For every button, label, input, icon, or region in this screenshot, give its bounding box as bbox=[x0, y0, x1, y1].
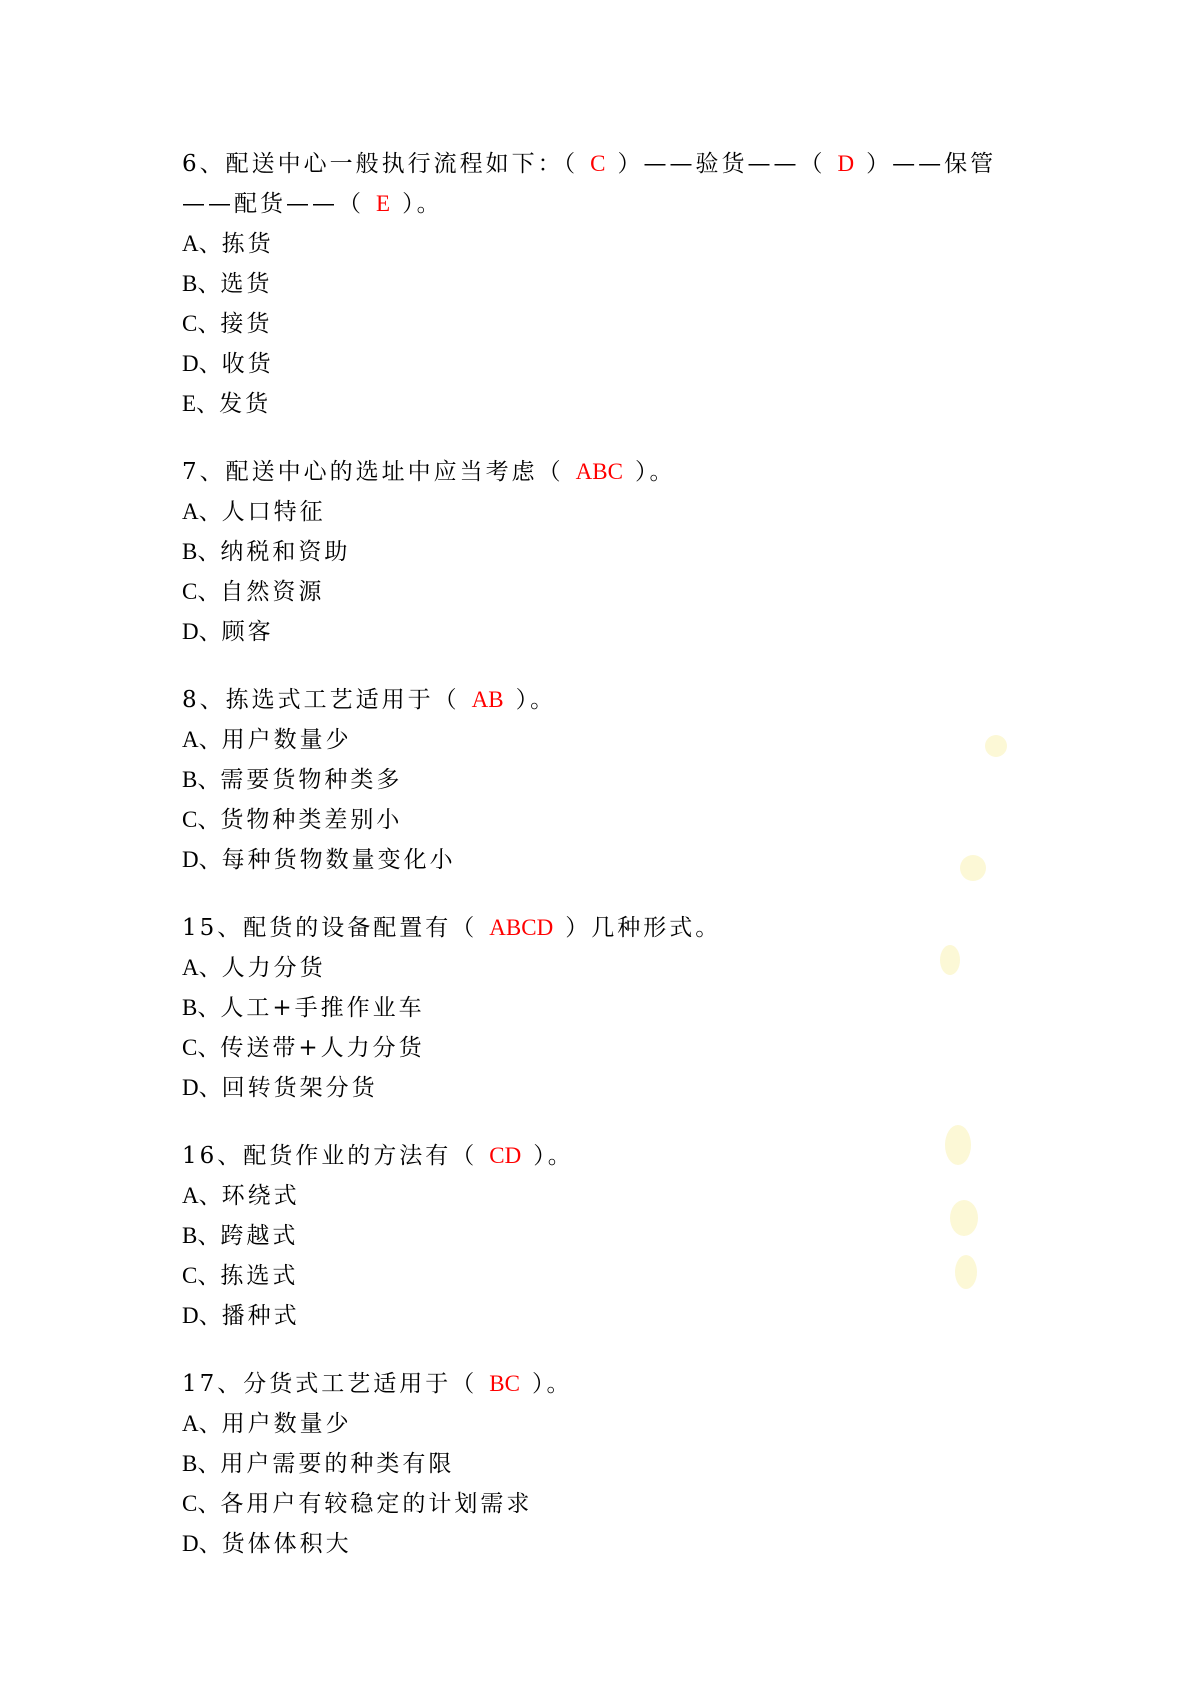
option-item bbox=[182, 304, 1022, 344]
question-list bbox=[182, 144, 1022, 1592]
option-text: 收货 bbox=[221, 351, 274, 377]
option-item bbox=[182, 572, 1022, 612]
option-text: 需要货物种类多 bbox=[220, 767, 403, 793]
option-item bbox=[182, 760, 1022, 800]
option-letter: D、 bbox=[182, 1531, 222, 1556]
option-item bbox=[182, 1028, 1022, 1068]
stem-text: ）几种形式。 bbox=[565, 915, 722, 941]
stem-text: ）。 bbox=[531, 1371, 573, 1397]
option-text: 人工+手推作业车 bbox=[220, 995, 425, 1021]
option-letter: B、 bbox=[182, 539, 221, 564]
option-item bbox=[182, 1404, 1022, 1444]
option-letter: C、 bbox=[182, 1035, 221, 1060]
stem-text: 15、配货的设备配置有（ bbox=[182, 915, 478, 941]
option-letter: D、 bbox=[182, 847, 222, 872]
option-item bbox=[182, 224, 1022, 264]
question-block bbox=[182, 144, 1022, 424]
answer-text: C bbox=[590, 151, 606, 176]
option-letter: C、 bbox=[182, 807, 221, 832]
option-letter: D、 bbox=[182, 351, 222, 376]
stem-text: ）——验货——（ bbox=[617, 151, 826, 177]
answer-text: AB bbox=[471, 687, 504, 712]
option-text: 用户数量少 bbox=[221, 727, 352, 753]
option-letter: B、 bbox=[182, 1451, 221, 1476]
question-block bbox=[182, 1364, 1022, 1564]
option-item bbox=[182, 1524, 1022, 1564]
option-item bbox=[182, 1444, 1022, 1484]
option-item bbox=[182, 1216, 1022, 1256]
option-letter: D、 bbox=[182, 1303, 222, 1328]
answer-text: D bbox=[837, 151, 855, 176]
stem-text: ）。 bbox=[533, 1143, 574, 1169]
option-text: 自然资源 bbox=[220, 579, 325, 605]
stem-text: ）——保管——配货——（ bbox=[182, 151, 997, 217]
option-letter: B、 bbox=[182, 767, 221, 792]
option-item bbox=[182, 800, 1022, 840]
option-text: 每种货物数量变化小 bbox=[221, 847, 456, 873]
option-letter: C、 bbox=[182, 1491, 221, 1516]
answer-text: ABCD bbox=[489, 915, 554, 940]
option-item bbox=[182, 384, 1022, 424]
stem-text: ）。 bbox=[402, 191, 443, 217]
option-text: 各用户有较稳定的计划需求 bbox=[220, 1491, 533, 1517]
question-stem bbox=[182, 1136, 1022, 1176]
option-letter: C、 bbox=[182, 1263, 221, 1288]
option-text: 用户需要的种类有限 bbox=[220, 1451, 455, 1477]
question-stem bbox=[182, 680, 1022, 720]
option-text: 环绕式 bbox=[221, 1183, 300, 1209]
option-item bbox=[182, 492, 1022, 532]
question-stem bbox=[182, 144, 1022, 224]
stem-text: 7、配送中心的选址中应当考虑（ bbox=[182, 459, 564, 485]
option-text: 回转货架分货 bbox=[221, 1075, 378, 1101]
option-letter: D、 bbox=[182, 619, 222, 644]
option-letter: C、 bbox=[182, 311, 221, 336]
option-item bbox=[182, 1296, 1022, 1336]
option-item bbox=[182, 1256, 1022, 1296]
question-block bbox=[182, 452, 1022, 652]
option-item bbox=[182, 948, 1022, 988]
option-text: 跨越式 bbox=[220, 1223, 299, 1249]
stem-text: 17、分货式工艺适用于（ bbox=[182, 1371, 478, 1397]
option-letter: B、 bbox=[182, 1223, 221, 1248]
option-text: 顾客 bbox=[221, 619, 274, 645]
option-text: 货体体积大 bbox=[221, 1531, 352, 1557]
option-letter: B、 bbox=[182, 271, 221, 296]
option-text: 人口特征 bbox=[221, 499, 326, 525]
stem-text: 6、配送中心一般执行流程如下：（ bbox=[182, 151, 579, 177]
option-text: 传送带+人力分货 bbox=[220, 1035, 425, 1061]
option-letter: A、 bbox=[182, 499, 222, 524]
option-item bbox=[182, 1484, 1022, 1524]
question-stem bbox=[182, 1364, 1022, 1404]
option-letter: A、 bbox=[182, 1183, 222, 1208]
option-item bbox=[182, 532, 1022, 572]
option-item bbox=[182, 344, 1022, 384]
stem-text: ）。 bbox=[515, 687, 557, 713]
option-text: 货物种类差别小 bbox=[220, 807, 403, 833]
answer-text: ABC bbox=[575, 459, 623, 484]
option-text: 拣选式 bbox=[220, 1263, 299, 1289]
option-letter: A、 bbox=[182, 1411, 222, 1436]
option-text: 接货 bbox=[220, 311, 273, 337]
option-item bbox=[182, 612, 1022, 652]
option-item bbox=[182, 840, 1022, 880]
option-letter: B、 bbox=[182, 995, 221, 1020]
option-letter: A、 bbox=[182, 727, 222, 752]
question-stem bbox=[182, 908, 1022, 948]
option-text: 选货 bbox=[220, 271, 273, 297]
option-text: 拣货 bbox=[221, 231, 274, 257]
option-letter: E、 bbox=[182, 391, 220, 416]
stem-text: 8、拣选式工艺适用于（ bbox=[182, 687, 460, 713]
option-item bbox=[182, 264, 1022, 304]
question-block bbox=[182, 1136, 1022, 1336]
option-text: 用户数量少 bbox=[221, 1411, 352, 1437]
question-stem bbox=[182, 452, 1022, 492]
option-letter: C、 bbox=[182, 579, 221, 604]
option-text: 发货 bbox=[219, 391, 272, 417]
stem-text: ）。 bbox=[634, 459, 676, 485]
option-text: 播种式 bbox=[221, 1303, 300, 1329]
answer-text: E bbox=[376, 191, 391, 216]
question-block bbox=[182, 680, 1022, 880]
option-item bbox=[182, 720, 1022, 760]
question-block bbox=[182, 908, 1022, 1108]
option-letter: A、 bbox=[182, 955, 222, 980]
stem-text: 16、配货作业的方法有（ bbox=[182, 1143, 478, 1169]
option-letter: D、 bbox=[182, 1075, 222, 1100]
option-item bbox=[182, 1176, 1022, 1216]
option-text: 人力分货 bbox=[221, 955, 326, 981]
answer-text: CD bbox=[489, 1143, 522, 1168]
option-text: 纳税和资助 bbox=[220, 539, 351, 565]
option-item bbox=[182, 1068, 1022, 1108]
answer-text: BC bbox=[489, 1371, 520, 1396]
option-letter: A、 bbox=[182, 231, 222, 256]
option-item bbox=[182, 988, 1022, 1028]
